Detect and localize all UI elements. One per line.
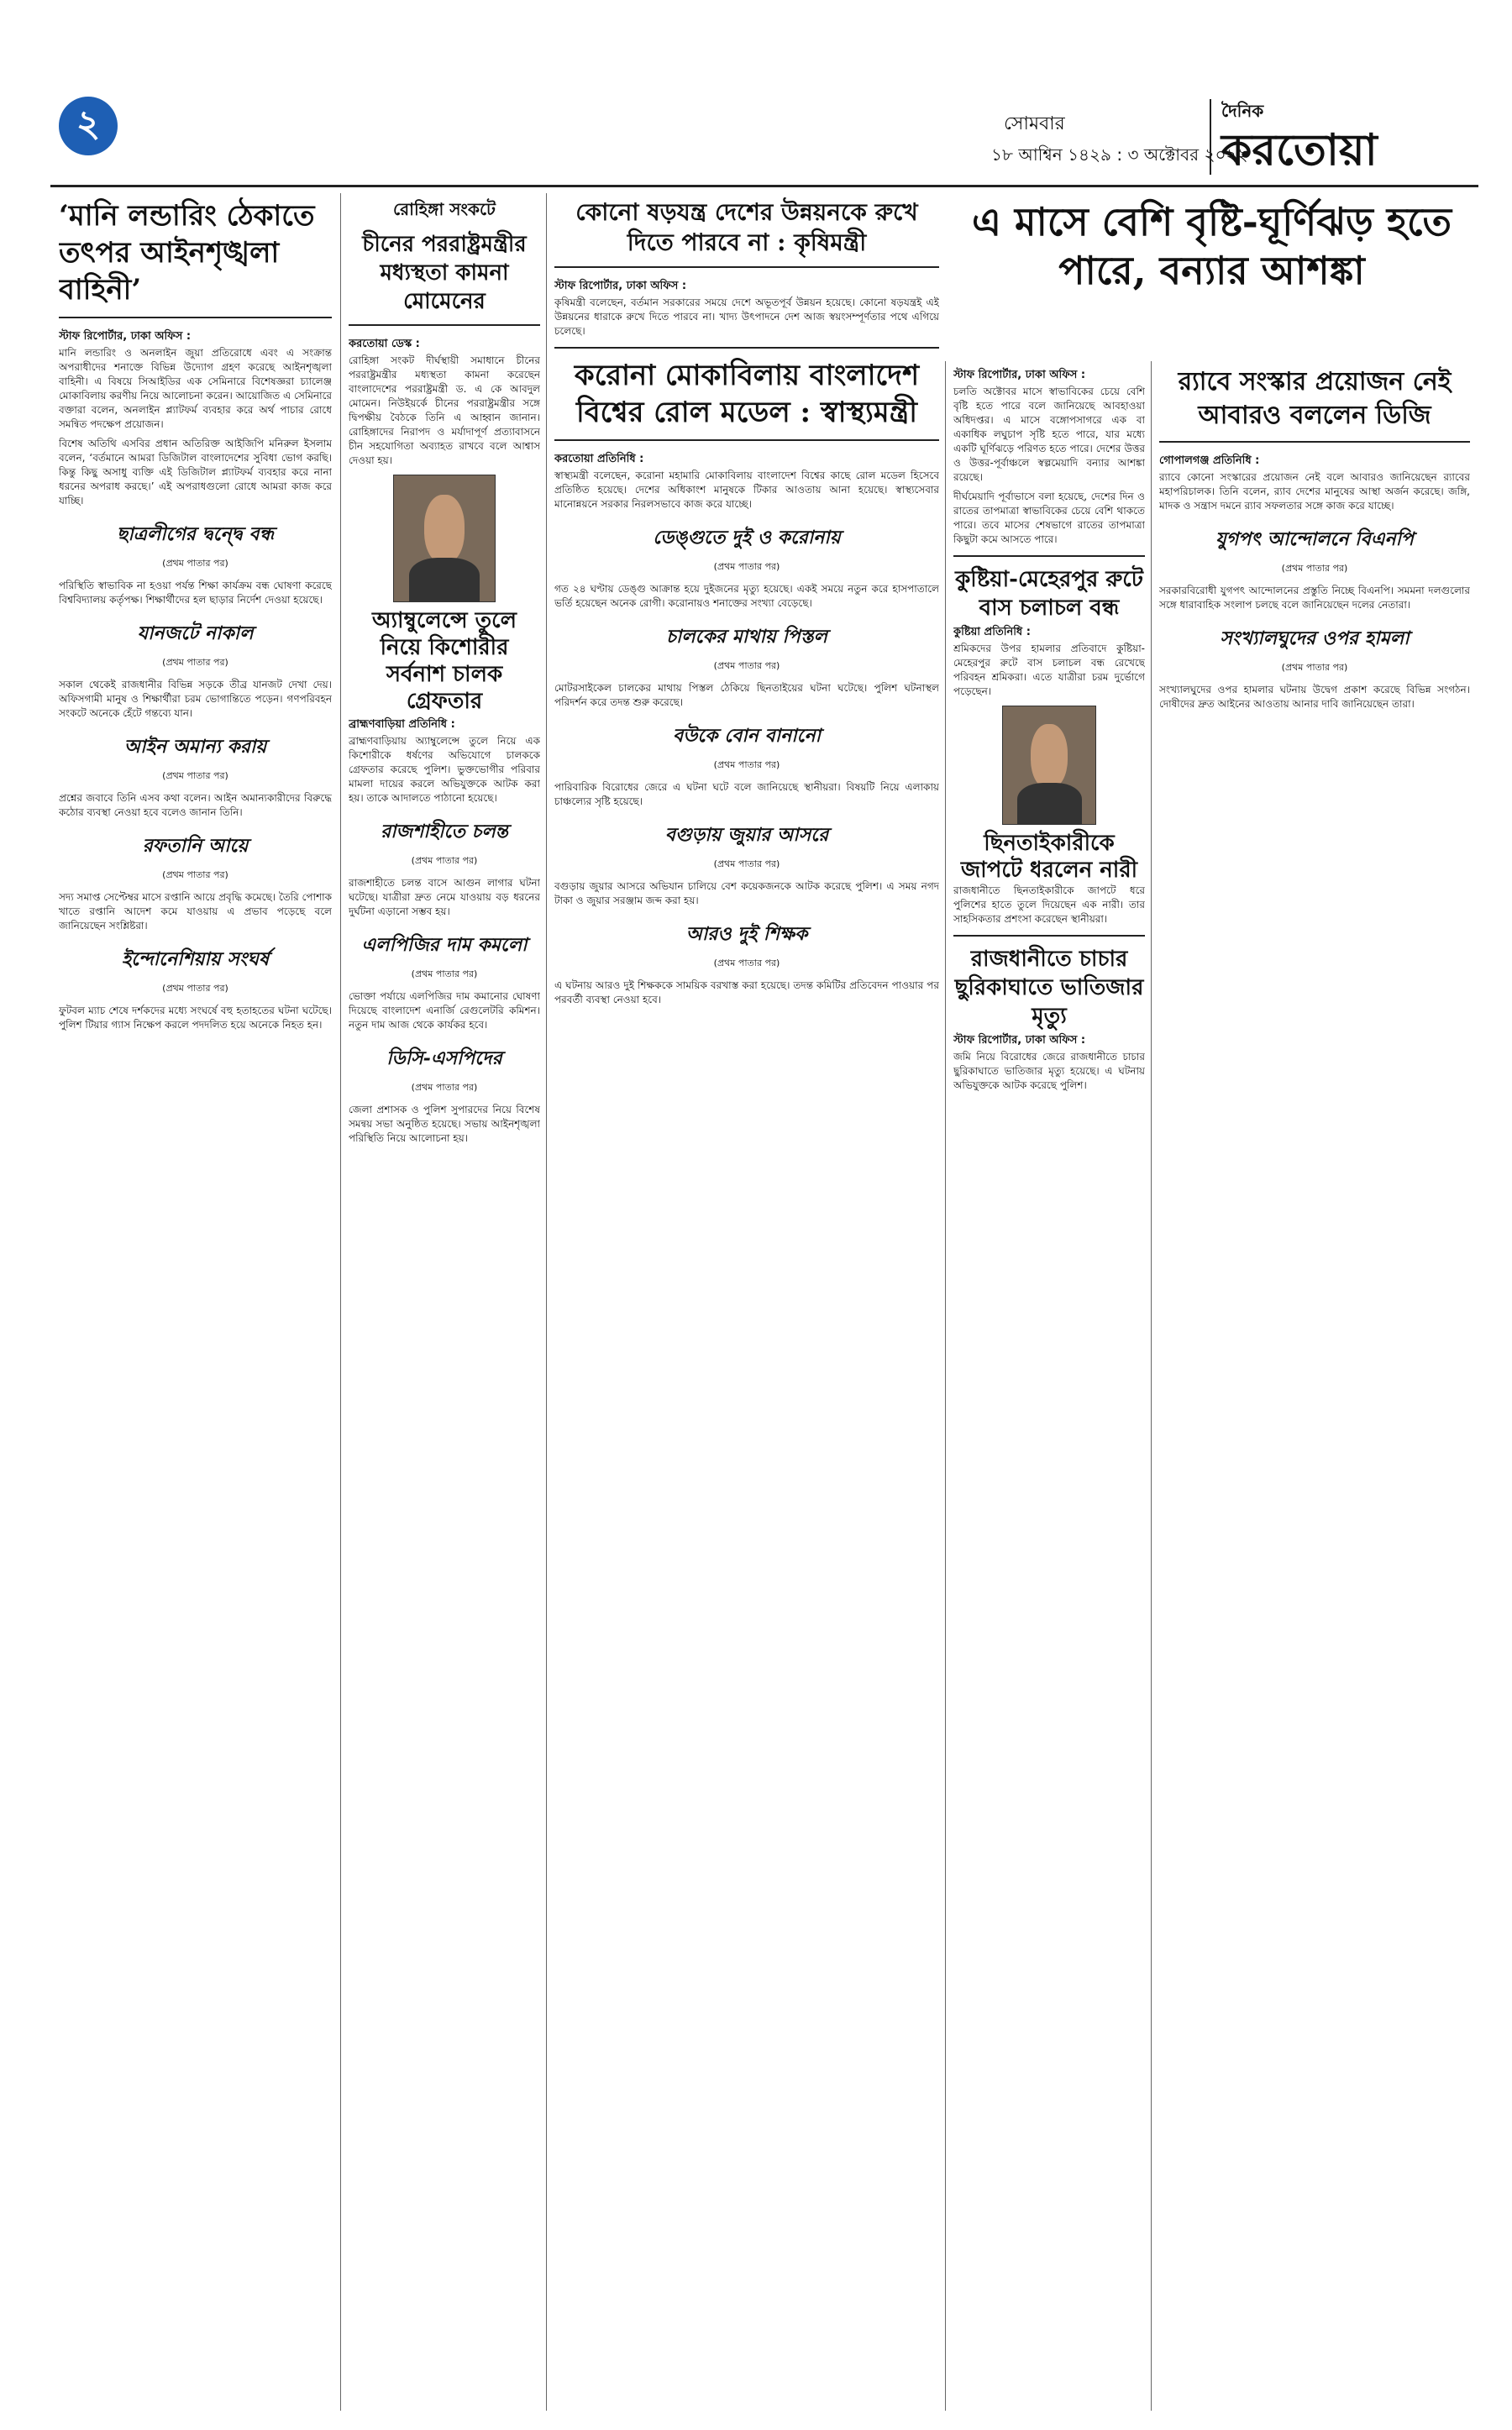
- article-column-5: [1159, 365, 1470, 2406]
- headline-corona: করোনা মোকাবিলায় বাংলাদেশ বিশ্বের রোল মডেল : স্বাস্থ্যমন্ত্রী: [574, 359, 920, 429]
- article-body: বগুড়ায় জুয়ার আসরে অভিযান চালিয়ে বেশ কয়েকজনকে আটক করেছে পুলিশ। এ সময় নগদ টাকা ও জুয়ার সরঞ্জাম জব্দ করা হয়।: [554, 880, 939, 906]
- subheading: ডিসি-এসপিদের: [386, 1047, 502, 1069]
- continuation-note: (প্রথম পাতার পর): [162, 657, 228, 668]
- subheading: এলপিজির দাম কমলো: [361, 934, 528, 956]
- article-body: জমি নিয়ে বিরোধের জেরে রাজধানীতে চাচার ছুরিকাঘাতে ভাতিজার মৃত্যু হয়েছে। এ ঘটনায় অভিযুক্তকে আটক করেছে পুলিশ।: [953, 1051, 1145, 1091]
- continuation-note: (প্রথম পাতার পর): [411, 1082, 478, 1093]
- masthead-small: দৈনিক: [1221, 101, 1264, 121]
- article-body: সদ্য সমাপ্ত সেপ্টেম্বর মাসে রপ্তানি আয়ে প্রবৃদ্ধি কমেছে। তৈরি পোশাক খাতে রপ্তানি আদেশ কমে যাওয়ায় এ প্রভাব পড়েছে বলে জানিয়েছেন সংশ্লিষ্টরা।: [59, 891, 332, 932]
- article-column-4: [953, 365, 1145, 2406]
- continuation-note: (প্রথম পাতার পর): [713, 660, 780, 671]
- article-body: এ ঘটনায় আরও দুই শিক্ষককে সাময়িক বরখাস্ত করা হয়েছে। তদন্ত কমিটির প্রতিবেদন পাওয়ার পর পরবর্তী ব্যবস্থা নেওয়া হবে।: [554, 979, 939, 1005]
- article-body: প্রশ্নের জবাবে তিনি এসব কথা বলেন। আইন অমান্যকারীদের বিরুদ্ধে কঠোর ব্যবস্থা নেওয়া হবে বলেও জানান তিনি।: [59, 792, 332, 818]
- photo-body-shape: [1017, 783, 1082, 824]
- divider: [1159, 441, 1470, 443]
- photo-face-shape: [1031, 724, 1068, 789]
- article-body: সংখ্যালঘুদের ওপর হামলার ঘটনায় উদ্বেগ প্রকাশ করেছে বিভিন্ন সংগঠন। দোষীদের দ্রুত আইনের আওতায় আনার দাবি জানিয়েছেন তারা।: [1159, 684, 1470, 710]
- headline-rab-reform: র‍্যাবে সংস্কার প্রয়োজন নেই আবারও বললেন ডিজি: [1178, 367, 1452, 430]
- article-column-3: [554, 197, 939, 2406]
- divider: [554, 347, 939, 349]
- article-column-1: [59, 197, 332, 2406]
- divider: [953, 935, 1145, 937]
- subheading: আইন অমান্য করায়: [123, 736, 267, 758]
- byline: গোপালগঞ্জ প্রতিনিধি :: [1159, 454, 1260, 467]
- column-divider: [546, 193, 547, 2411]
- divider: [953, 555, 1145, 557]
- article-body: সরকারবিরোধী যুগপৎ আন্দোলনের প্রস্তুতি নিচ্ছে বিএনপি। সমমনা দলগুলোর সঙ্গে ধারাবাহিক সংলাপ চলছে বলে জানিয়েছেন দলের নেতারা।: [1159, 585, 1470, 611]
- page-header: [50, 92, 1478, 187]
- article-body: পরিস্থিতি স্বাভাবিক না হওয়া পর্যন্ত শিক্ষা কার্যক্রম বন্ধ ঘোষণা করেছে বিশ্ববিদ্যালয় কর্তৃপক্ষ। শিক্ষার্থীদের হল ছাড়ার নির্দেশ দেওয়া হয়েছে।: [59, 580, 332, 606]
- masthead-big: করতোয়া: [1221, 125, 1378, 176]
- byline: করতোয়া ডেস্ক :: [349, 338, 420, 350]
- subheading: ছাত্রলীগের দ্বন্দ্বে বন্ধ: [116, 523, 275, 545]
- continuation-note: (প্রথম পাতার পর): [713, 858, 780, 869]
- article-body: সকাল থেকেই রাজধানীর বিভিন্ন সড়কে তীব্র যানজট দেখা দেয়। অফিসগামী মানুষ ও শিক্ষার্থীরা চরম ভোগান্তিতে পড়েন। গণপরিবহন সংকটে অনেকে হেঁটে গন্তব্যে যান।: [59, 679, 332, 719]
- continuation-note: (প্রথম পাতার পর): [1281, 662, 1348, 673]
- article-body: পারিবারিক বিরোধের জেরে এ ঘটনা ঘটে বলে জানিয়েছে স্থানীয়রা। বিষয়টি নিয়ে এলাকায় চাঞ্চল্যের সৃষ্টি হয়েছে।: [554, 781, 939, 807]
- column-divider: [340, 193, 341, 2411]
- continuation-note: (প্রথম পাতার পর): [713, 958, 780, 968]
- news-photo: [1002, 706, 1096, 825]
- headline-kushtia-bus: কুষ্টিয়া-মেহেরপুর রুটে বাস চলাচল বন্ধ: [955, 567, 1143, 621]
- subheading: যুগপৎ আন্দোলনে বিএনপি: [1215, 528, 1414, 550]
- subheading: ডেঙ্গুতে দুই ও করোনায়: [653, 527, 841, 548]
- subheading: যানজটে নাকাল: [137, 622, 254, 644]
- divider: [554, 439, 939, 441]
- divider: [59, 317, 332, 318]
- subheading: রফতানি আয়ে: [142, 835, 249, 857]
- subheading: বগুড়ায় জুয়ার আসরে: [664, 824, 829, 846]
- byline: স্টাফ রিপোর্টার, ঢাকা অফিস :: [953, 369, 1086, 381]
- column-divider: [1151, 361, 1152, 2411]
- byline: কুষ্টিয়া প্রতিনিধি :: [953, 626, 1031, 638]
- photo-caption: ছিনতাইকারীকে জাপটে ধরলেন নারী: [960, 831, 1138, 883]
- continuation-note: (প্রথম পাতার পর): [1281, 563, 1348, 574]
- article-body: গত ২৪ ঘণ্টায় ডেঙ্গু আক্রান্ত হয়ে দুইজনের মৃত্যু হয়েছে। একই সময়ে নতুন করে হাসপাতালে ভর্তি হয়েছেন অনেক রোগী। করোনায়ও শনাক্তের সংখ্যা বেড়েছে।: [554, 583, 939, 609]
- article-body: মানি লন্ডারিং ও অনলাইন জুয়া প্রতিরোধে এবং এ সংক্রান্ত অপরাধীদের শনাক্তে বিভিন্ন উদ্যোগ গ্রহণ করেছে আইনশৃঙ্খলা বাহিনী। এ বিষয়ে সিআইডির এক সেমিনারে বিশেষজ্ঞরা চ্যালেঞ্জ মোকাবিলায় করণীয় নিয়ে আলোচনা করেন। আয়োজিত এ সেমিনারে বক্তারা বলেন, অনলাইন প্ল্যাটফর্ম ব্যবহার করে অর্থ পাচার রোধে সমন্বিত পদক্ষেপ প্রয়োজন।: [59, 347, 332, 430]
- article-body: দীর্ঘমেয়াদি পূর্বাভাসে বলা হয়েছে, দেশের দিন ও রাতের তাপমাত্রা স্বাভাবিকের চেয়ে বেশি থাকতে পারে। তবে মাসের শেষভাগে রাতের তাপমাত্রা কিছুটা কমে আসতে পারে।: [953, 491, 1145, 545]
- byline: স্টাফ রিপোর্টার, ঢাকা অফিস :: [59, 330, 192, 343]
- subheading: রাজশাহীতে চলন্ত: [381, 821, 508, 842]
- article-body: কৃষিমন্ত্রী বলেছেন, বর্তমান সরকারের সময়ে দেশে অভূতপূর্ব উন্নয়ন হয়েছে। কোনো ষড়যন্ত্রই এই উন্নয়নের ধারাকে রুখে দিতে পারবে না। খাদ্য উৎপাদনে দেশ আজ স্বয়ংসম্পূর্ণতার পথে এগিয়ে চলেছে।: [554, 297, 939, 337]
- byline: স্টাফ রিপোর্টার, ঢাকা অফিস :: [554, 280, 687, 292]
- article-body: স্বাস্থ্যমন্ত্রী বলেছেন, করোনা মহামারি মোকাবিলায় বাংলাদেশ বিশ্বের কাছে রোল মডেল হিসেবে প্রতিষ্ঠিত হয়েছে। দেশের অধিকাংশ মানুষকে টিকার আওতায় আনা হয়েছে। স্বাস্থ্যসেবার মানোন্নয়নে সরকার নিরলসভাবে কাজ করে যাচ্ছে।: [554, 470, 939, 510]
- article-body: রোহিঙ্গা সংকট দীর্ঘস্থায়ী সমাধানে চীনের পররাষ্ট্রমন্ত্রীর মধ্যস্থতা কামনা করেছেন বাংলাদেশের পররাষ্ট্রমন্ত্রী ড. এ কে আবদুল মোমেন। নিউইয়র্কে চীনের পররাষ্ট্রমন্ত্রীর সঙ্গে দ্বিপক্ষীয় বৈঠকে তিনি এ আহ্বান জানান। রোহিঙ্গাদের নিরাপদ ও মর্যাদাপূর্ণ প্রত্যাবাসনে চীন সহযোগিতা অব্যাহত রাখবে বলে আশ্বাস দেওয়া হয়।: [349, 354, 540, 466]
- byline: ব্রাহ্মণবাড়িয়া প্রতিনিধি :: [349, 718, 455, 731]
- news-photo: [393, 475, 496, 602]
- headline-rohingya: চীনের পররাষ্ট্রমন্ত্রীর মধ্যস্থতা কামনা মোমেনের: [362, 232, 527, 314]
- continuation-note: (প্রথম পাতার পর): [713, 759, 780, 770]
- headline-nephew-death: রাজধানীতে চাচার ছুরিকাঘাতে ভাতিজার মৃত্যু: [954, 947, 1144, 1029]
- subheading: ইন্দোনেশিয়ায় সংঘর্ষ: [121, 948, 270, 970]
- continuation-note: (প্রথম পাতার পর): [713, 561, 780, 572]
- page-number-badge: ২: [59, 97, 118, 155]
- divider: [554, 266, 939, 268]
- photo-body-shape: [409, 558, 480, 602]
- article-body: জেলা প্রশাসক ও পুলিশ সুপারদের নিয়ে বিশেষ সমন্বয় সভা অনুষ্ঠিত হয়েছে। সভায় আইনশৃঙ্খলা পরিস্থিতি নিয়ে আলোচনা হয়।: [349, 1104, 540, 1144]
- byline: করতোয়া প্রতিনিধি :: [554, 453, 644, 465]
- continuation-note: (প্রথম পাতার পর): [162, 869, 228, 880]
- continuation-note: (প্রথম পাতার পর): [162, 558, 228, 569]
- subheading: চালকের মাথায় পিস্তল: [666, 626, 827, 648]
- divider: [349, 324, 540, 326]
- photo-face-shape: [424, 495, 465, 564]
- article-column-2: [349, 197, 540, 2406]
- headline-agriculture: কোনো ষড়যন্ত্র দেশের উন্নয়নকে রুখে দিতে পারবে না : কৃষিমন্ত্রী: [575, 198, 918, 256]
- article-body: মোটরসাইকেল চালকের মাথায় পিস্তল ঠেকিয়ে ছিনতাইয়ের ঘটনা ঘটেছে। পুলিশ ঘটনাস্থল পরিদর্শন করে তদন্ত শুরু করেছে।: [554, 682, 939, 708]
- byline: স্টাফ রিপোর্টার, ঢাকা অফিস :: [953, 1034, 1086, 1047]
- kicker: রোহিঙ্গা সংকটে: [393, 199, 496, 219]
- article-body: শ্রমিকদের উপর হামলার প্রতিবাদে কুষ্টিয়া-মেহেরপুর রুটে বাস চলাচল বন্ধ রেখেছে পরিবহন শ্রমিকরা। এতে যাত্রীরা চরম দুর্ভোগে পড়েছেন।: [953, 643, 1145, 697]
- header-date: ১৮ আশ্বিন ১৪২৯ : ৩ অক্টোবর ২০২২: [991, 144, 1248, 165]
- photo-caption: অ্যাম্বুলেন্সে তুলে নিয়ে কিশোরীর সর্বনাশ চালক গ্রেফতার: [371, 608, 517, 714]
- continuation-note: (প্রথম পাতার পর): [411, 968, 478, 979]
- article-body: ভোক্তা পর্যায়ে এলপিজির দাম কমানোর ঘোষণা দিয়েছে বাংলাদেশ এনার্জি রেগুলেটরি কমিশন। নতুন দাম আজ থেকে কার্যকর হবে।: [349, 990, 540, 1031]
- headline-rain-cyclone: এ মাসে বেশি বৃষ্টি-ঘূর্ণিঝড় হতে পারে, বন্যার আশঙ্কা: [971, 199, 1452, 293]
- continuation-note: (প্রথম পাতার পর): [162, 983, 228, 994]
- subheading: আরও দুই শিক্ষক: [685, 923, 808, 945]
- article-body: চলতি অক্টোবর মাসে স্বাভাবিকের চেয়ে বেশি বৃষ্টি হতে পারে বলে জানিয়েছে আবহাওয়া অধিদপ্তর। এ মাসে বঙ্গোপসাগরে এক বা একাধিক লঘুচাপ সৃষ্টি হতে পারে, যার মধ্যে একটি ঘূর্ণিঝড়ে পরিণত হতে পারে। দেশের উত্তর ও উত্তর-পূর্বাঞ্চলে স্বল্পমেয়াদি বন্যার আশঙ্কা রয়েছে।: [953, 386, 1145, 483]
- subheading: বউকে বোন বানানো: [672, 725, 822, 747]
- article-body: ফুটবল ম্যাচ শেষে দর্শকদের মধ্যে সংঘর্ষে বহু হতাহতের ঘটনা ঘটেছে। পুলিশ টিয়ার গ্যাস নিক্ষেপ করলে পদদলিত হয়ে অনেকে নিহত হন।: [59, 1005, 332, 1031]
- masthead-logo: [1210, 99, 1482, 175]
- continuation-note: (প্রথম পাতার পর): [162, 770, 228, 781]
- lead-headline-block: [953, 197, 1470, 357]
- article-body: ব্রাহ্মণবাড়িয়ায় অ্যাম্বুলেন্সে তুলে নিয়ে এক কিশোরীকে ধর্ষণের অভিযোগে চালককে গ্রেফতার করেছে পুলিশ। ভুক্তভোগীর পরিবার মামলা দায়ের করলে অভিযুক্তকে আটক করা হয়। তাকে আদালতে পাঠানো হয়েছে।: [349, 735, 540, 804]
- headline-money-laundering: ‘মানি লন্ডারিং ঠেকাতে তৎপর আইনশৃঙ্খলা বাহিনী’: [59, 199, 315, 307]
- continuation-note: (প্রথম পাতার পর): [411, 855, 478, 866]
- header-day: সোমবার: [1004, 113, 1065, 134]
- column-divider: [945, 361, 946, 2411]
- article-body: রাজশাহীতে চলন্ত বাসে আগুন লাগার ঘটনা ঘটেছে। যাত্রীরা দ্রুত নেমে যাওয়ায় বড় ধরনের দুর্ঘটনা এড়ানো সম্ভব হয়।: [349, 877, 540, 917]
- subheading: সংখ্যালঘুদের ওপর হামলা: [1220, 627, 1410, 649]
- article-body: র‍্যাবে কোনো সংস্কারের প্রয়োজন নেই বলে আবারও জানিয়েছেন র‍্যাবের মহাপরিচালক। তিনি বলেন, র‍্যাব দেশের মানুষের আস্থা অর্জন করেছে। জঙ্গি, মাদক ও সন্ত্রাস দমনে র‍্যাব সফলতার সঙ্গে কাজ করে যাচ্ছে।: [1159, 471, 1470, 512]
- article-body: বিশেষ অতিথি এসবির প্রধান অতিরিক্ত আইজিপি মনিরুল ইসলাম বলেন, ‘বর্তমানে আমরা ডিজিটাল বাংলাদেশের সুবিধা ভোগ করছি। কিন্তু কিছু অসাধু ব্যক্তি এই ডিজিটাল প্ল্যাটফর্ম ব্যবহার করে নানা ধরনের অপরাধ করছে।’ এই অপরাধগুলো রোধে আমরা কাজ করে যাচ্ছি।: [59, 438, 332, 506]
- article-body: রাজধানীতে ছিনতাইকারীকে জাপটে ধরে পুলিশের হাতে তুলে দিয়েছেন এক নারী। তার সাহসিকতার প্রশংসা করেছেন স্থানীয়রা।: [953, 884, 1145, 925]
